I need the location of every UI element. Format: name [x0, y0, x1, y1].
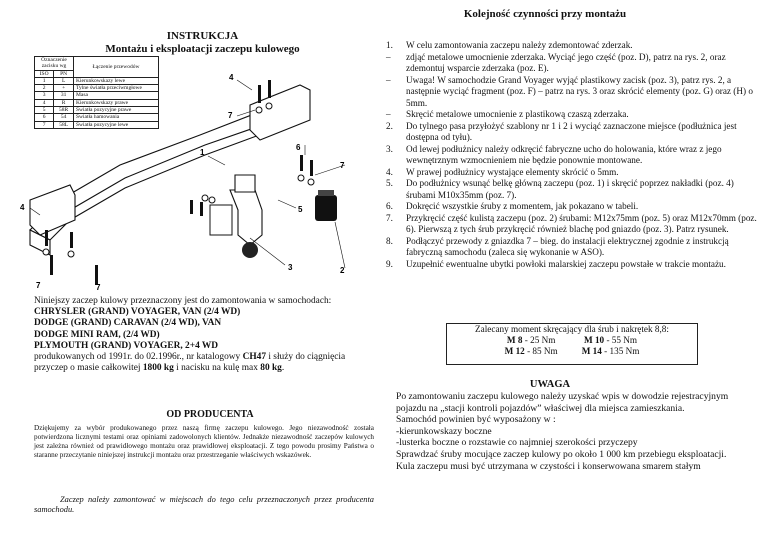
instruction-subtitle: Montażu i eksploatacji zaczepu kulowego [105, 43, 300, 55]
producer-note: Zaczep należy zamontować w miejscach do tego celu przeznaczonych przez producenta samochodu. [34, 495, 374, 514]
nut [43, 249, 49, 255]
bolt [310, 160, 313, 176]
diagram-label: 7 [96, 283, 101, 292]
vehicle-text: . [281, 363, 285, 374]
step-text: Uwaga! W samochodzie Grand Voyager wyjąć plastikowy zacisk (poz. 3), patrz rys. 2, a następnie wyciąć fragment (poz. F) – patrz na rys. 3 oraz skrócić elementy (poz. G) oraz (H) o 5mm. [406, 74, 753, 108]
diagram-label: 5 [298, 205, 303, 214]
producer-title: OD PRODUCENTA [166, 409, 254, 420]
producer-text: Dziękujemy za wybór produkowanego przez naszą firmę zaczepu kulowego. Jego niezawodność została potwierdzona licznymi testami oraz opiniami zadowolonych klientów. Jednakże niezawodność zaczepów kulowych jest zależna również od prawidłowego montażu oraz prawidłowej eksploatacji. Z tego powodu prosimy Państwa o staranne przeczytanie niniejszej instrukcji montażu oraz przestrzeganie właściwych wskazówek. [34, 424, 374, 460]
torque-row [493, 346, 652, 357]
step-item [386, 144, 760, 167]
bolt [300, 155, 303, 171]
ball-neck [230, 190, 262, 245]
torque-value: - 135 Nm [601, 346, 640, 356]
step-item [386, 40, 760, 52]
uwaga-line: -kierunkowskazy boczne [396, 425, 492, 437]
step-item [386, 109, 760, 121]
nut [266, 103, 272, 109]
ball-load: 80 kg [260, 363, 282, 374]
diagram-label: 3 [288, 263, 293, 272]
step-text: zdjąć metalowe umocnienie zderzaka. Wyciąć jego część (poz. D), patrz na rys. 2, oraz zdemontuj wsparcie zderzaka (poz. E). [406, 51, 726, 73]
bolt-size: M 10 [584, 335, 605, 345]
step-item [386, 178, 760, 201]
vehicle-text: i służy do ciągnięcia przyczep o masie całkowitej [34, 352, 346, 374]
nut [298, 175, 304, 181]
step-text: Podłączyć przewody z gniazdka 7 – bieg. do instalacji elektrycznej zgodnie z instrukcją fabryczną samochodu (zaleca się wykonanie w ASO). [406, 235, 729, 257]
vehicle-model: PLYMOUTH (GRAND) VOYAGER, 2+4 WD [34, 340, 219, 351]
uwaga-line: Kula zaczepu musi być utrzymana w czystości i konserwowana smarem stałym [396, 460, 701, 472]
assembly-steps [386, 40, 760, 270]
step-number: – [386, 109, 391, 119]
step-item [386, 52, 760, 75]
nut [68, 251, 74, 257]
bolt [95, 265, 98, 285]
diagram-label: 4 [20, 203, 25, 212]
wiring-pn: + [54, 85, 74, 92]
diagram-label: 7 [340, 161, 345, 170]
wiring-iso: 2 [35, 85, 54, 92]
bolt [200, 202, 203, 216]
vehicle-text: produkowanych od 1991r. do 02.1996r., nr katalogowy [34, 352, 243, 363]
torque-cell [570, 346, 652, 357]
uwaga-line: Sprawdzać śruby mocujące zaczep kulowy po około 1 000 km przebiegu eksploatacji. [396, 448, 727, 460]
step-item [386, 121, 760, 144]
electric-socket [315, 190, 337, 221]
wiring-pn: 54 [54, 114, 74, 121]
step-text: Uzupełnić ewentualne ubytki powłoki malarskiej zaczepu powstałe w trakcie montażu. [406, 258, 726, 269]
torque-title: Zalecany moment skręcający dla śrub i nakrętek 8,8: [475, 324, 669, 334]
torque-row [493, 335, 652, 346]
diagram-label: 2 [340, 266, 345, 275]
bolt-size: M 12 [504, 346, 525, 356]
wiring-header-group: Oznaczenie zacisku wg [35, 57, 74, 71]
diagram-label: 6 [296, 143, 301, 152]
bolt [50, 255, 53, 275]
vehicle-model: DODGE (GRAND) CARAVAN (2/4 WD), VAN [34, 318, 222, 329]
uwaga-text [396, 391, 758, 472]
wiring-header-desc: Łączenie przewodów [74, 57, 159, 78]
torque-value: - 85 Nm [524, 346, 558, 356]
wiring-iso: 7 [35, 121, 54, 128]
vehicle-intro: Niniejszy zaczep kulowy przeznaczony jest do zamontowania w samochodach: [34, 296, 332, 306]
wiring-iso: 6 [35, 114, 54, 121]
step-text: Przykręcić część kulistą zaczepu (poz. 2) śrubami: M12x75mm (poz. 5) oraz M12x70mm (poz. 6). Pierwszą z tych śrub przykręcić również blachę pod gniazdo (poz. 3). Patrz rysunek. [406, 212, 757, 234]
ball-neck-upper [235, 175, 255, 192]
step-number: 6. [386, 201, 393, 211]
left-bracket [30, 185, 75, 235]
bolt [268, 80, 271, 98]
step-text: Do podłużnicy wsunąć belkę główną zaczepu (poz. 1) i skręcić poprzez nakładki (poz. 4) śrubami M10x35mm (poz. 7). [406, 178, 734, 200]
bolt [258, 85, 261, 103]
bolt-size: M 14 [581, 346, 602, 356]
diagram-label: 1 [200, 148, 205, 157]
diagram-label: 7 [36, 281, 41, 290]
uwaga-line: -lusterka boczne o rozstawie co najmniej szerokości przyczepy [396, 437, 638, 449]
step-item [386, 201, 760, 213]
step-item [386, 259, 760, 271]
wiring-iso: 3 [35, 92, 54, 99]
wiring-pn: 58L [54, 121, 74, 128]
wiring-iso: 1 [35, 77, 54, 84]
step-number: 7. [386, 212, 393, 223]
diagram-label: 7 [228, 111, 233, 120]
step-text: W celu zamontowania zaczepu należy zdemontować zderzak. [406, 40, 633, 50]
wiring-pn: 58R [54, 107, 74, 114]
step-number: 8. [386, 235, 393, 246]
vehicle-model: CHRYSLER (GRAND) VOYAGER, VAN (2/4 WD) [34, 307, 241, 318]
diagram-label: 4 [229, 73, 234, 82]
nut [209, 197, 215, 203]
vehicle-details [34, 352, 374, 374]
step-text: Skręcić metalowe umocnienie z plastikową czaszą zderzaka. [406, 109, 629, 119]
wiring-header-pn: PN [54, 70, 74, 77]
wiring-desc: Tylne światła przeciwmgłowe [74, 85, 159, 92]
vehicle-model: DODGE MINI RAM, (2/4 WD) [34, 329, 160, 340]
wiring-desc: Światła hamowania [74, 114, 159, 121]
step-text: Dokręcić wszystkie śruby z momentem, jak pokazano w tabeli. [406, 201, 639, 211]
wiring-desc: Światła pozycyjne prawe [74, 107, 159, 114]
wiring-iso: 4 [35, 99, 54, 106]
wiring-iso: 5 [35, 107, 54, 114]
wiring-pn: 31 [54, 92, 74, 99]
step-number: 3. [386, 143, 393, 154]
torque-table [493, 335, 652, 357]
step-number: – [386, 74, 391, 85]
step-item [386, 75, 760, 110]
bolt [190, 200, 193, 214]
wiring-pn: R [54, 99, 74, 106]
torque-box [446, 323, 698, 365]
instruction-title: INSTRUKCJA [166, 30, 239, 42]
wiring-pn: L [54, 77, 74, 84]
step-text: Do tylnego pasa przyłożyć szablony nr 1 i 2 i wyciąć zaznaczone miejsce (podłużnica jest dostępna od tyłu). [406, 120, 737, 142]
towbar-assembly-diagram [0, 60, 380, 295]
instruction-header [90, 30, 315, 56]
tow-ball [242, 242, 258, 258]
step-number: 1. [386, 40, 393, 50]
step-number: 9. [386, 258, 393, 269]
step-text: Od lewej podłużnicy należy odkręcić fabryczne ucho do holowania, które wraz z jego wewnętrznym wzmocnieniem nie będzie ponownie montowane. [406, 143, 722, 165]
step-text: W prawej podłużnicy wystające elementy skrócić o 5mm. [406, 166, 619, 177]
nut [202, 195, 208, 201]
step-number: 4. [386, 166, 393, 177]
nut [308, 179, 314, 185]
vehicle-text: i nacisku na kulę max [173, 363, 261, 374]
wiring-desc: Masa [74, 92, 159, 99]
uwaga-line: Samochód powinien być wyposażony w : [396, 414, 556, 426]
torque-value: - 55 Nm [604, 335, 638, 345]
socket-plate [210, 205, 232, 235]
uwaga-line: Po zamontowaniu zaczepu kulowego należy uzyskać wpis w dowodzie rejestracyjnym pojazdu na „stacji kontroli pojazdów” właściwej dla miejsca zamieszkania. [396, 391, 729, 414]
nut [256, 107, 262, 113]
bolt [70, 232, 73, 248]
step-number: – [386, 51, 391, 62]
wiring-desc: Światła pozycyjne lewe [74, 121, 159, 128]
step-number: 5. [386, 178, 393, 188]
torque-cell [493, 346, 570, 357]
step-number: 2. [386, 120, 393, 131]
torque-value: - 25 Nm [522, 335, 556, 345]
step-item [386, 213, 760, 236]
step-item [386, 236, 760, 259]
uwaga-title: UWAGA [529, 379, 571, 390]
wiring-header-iso: ISO [35, 70, 54, 77]
torque-cell [570, 335, 652, 346]
bolt [45, 230, 48, 246]
wiring-desc: Kierunkowskazy prawe [74, 99, 159, 106]
torque-cell [493, 335, 570, 346]
step-item [386, 167, 760, 179]
trailer-mass: 1800 kg [142, 363, 174, 374]
bolt-size: M 8 [506, 335, 523, 345]
assembly-order-title: Kolejność czynności przy montażu [463, 8, 627, 20]
catalog-number: CH47 [242, 352, 267, 363]
vehicle-section [34, 296, 374, 374]
wiring-desc: Kierunkowskazy lewe [74, 77, 159, 84]
